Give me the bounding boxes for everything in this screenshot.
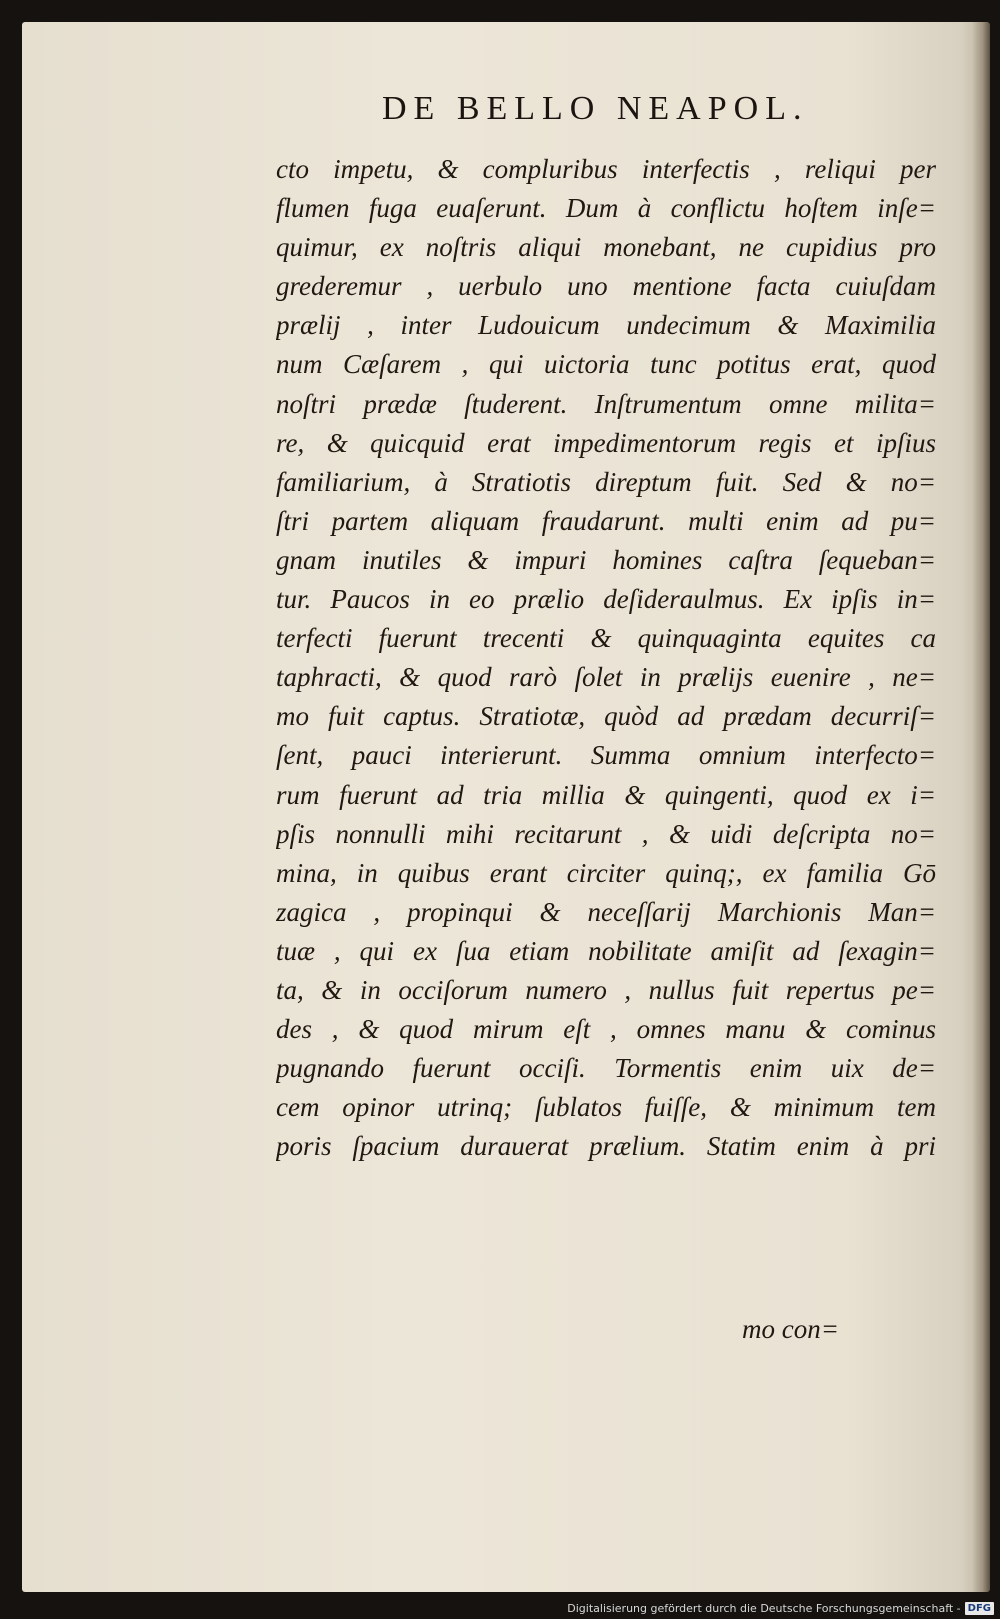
text-line: ta, & in occiſorum numero , nullus fuit repertus pe=	[276, 974, 936, 1005]
catchword: mo con=	[742, 1314, 839, 1344]
text-line: prælij , inter Ludouicum undecimum & Maximilia	[276, 310, 936, 341]
text-line: ſent, pauci interierunt. Summa omnium interfecto=	[276, 740, 936, 771]
text-line: re, & quicquid erat impedimentorum regis et ipſius	[276, 427, 936, 458]
text-line: des , & quod mirum eſt , omnes manu & cominus	[276, 1014, 936, 1045]
text-line: zagica , propinqui & neceſſarij Marchionis Man=	[276, 896, 936, 927]
text-line: num Cæſarem , qui uictoria tunc potitus erat, quod	[276, 349, 936, 380]
dfg-logo: DFG	[965, 1602, 994, 1615]
page-gutter-shadow	[972, 22, 990, 1592]
text-line: pugnando fuerunt occiſi. Tormentis enim uix de=	[276, 1053, 936, 1084]
text-line: poris ſpacium durauerat prælium. Statim enim à pri	[276, 1131, 936, 1162]
text-line: pſis nonnulli mihi recitarunt , & uidi deſcripta no=	[276, 818, 936, 849]
text-line: mina, in quibus erant circiter quinq;, ex familia Gō	[276, 857, 936, 888]
body-text	[276, 150, 936, 1166]
text-line: tuæ , qui ex ſua etiam nobilitate amiſit ad ſexagin=	[276, 935, 936, 966]
text-line: quimur, ex noſtris aliqui monebant, ne cupidius pro	[276, 232, 936, 263]
text-line: familiarium, à Stratiotis direptum fuit. Sed & no=	[276, 466, 936, 497]
text-line: cem opinor utrinq; ſublatos fuiſſe, & minimum tem	[276, 1092, 936, 1123]
text-line: taphracti, & quod rarò ſolet in prælijs euenire , ne=	[276, 662, 936, 693]
text-line: grederemur , uerbulo uno mentione facta cuiuſdam	[276, 271, 936, 302]
text-line: tur. Paucos in eo prælio deſideraulmus. Ex ipſis in=	[276, 584, 936, 615]
funding-credit: Digitalisierung gefördert durch die Deutsche Forschungsgemeinschaft -	[567, 1601, 961, 1615]
text-line: mo fuit captus. Stratiotæ, quòd ad prædam decurriſ=	[276, 701, 936, 732]
text-line: gnam inutiles & impuri homines caſtra ſequeban=	[276, 544, 936, 575]
digitization-footer	[567, 1600, 994, 1616]
text-line: terfecti fuerunt trecenti & quinquaginta equites ca	[276, 623, 936, 654]
text-line: ſtri partem aliquam fraudarunt. multi enim ad pu=	[276, 505, 936, 536]
text-line: noſtri prædæ ſtuderent. Inſtrumentum omne milita=	[276, 388, 936, 419]
text-line: rum fuerunt ad tria millia & quingenti, quod ex i=	[276, 779, 936, 810]
book-page	[22, 22, 990, 1592]
text-line: flumen fuga euaſerunt. Dum à conflictu hoſtem inſe=	[276, 193, 936, 224]
running-head: DE BELLO NEAPOL.	[382, 90, 809, 127]
text-line: cto impetu, & compluribus interfectis , reliqui per	[276, 154, 936, 184]
